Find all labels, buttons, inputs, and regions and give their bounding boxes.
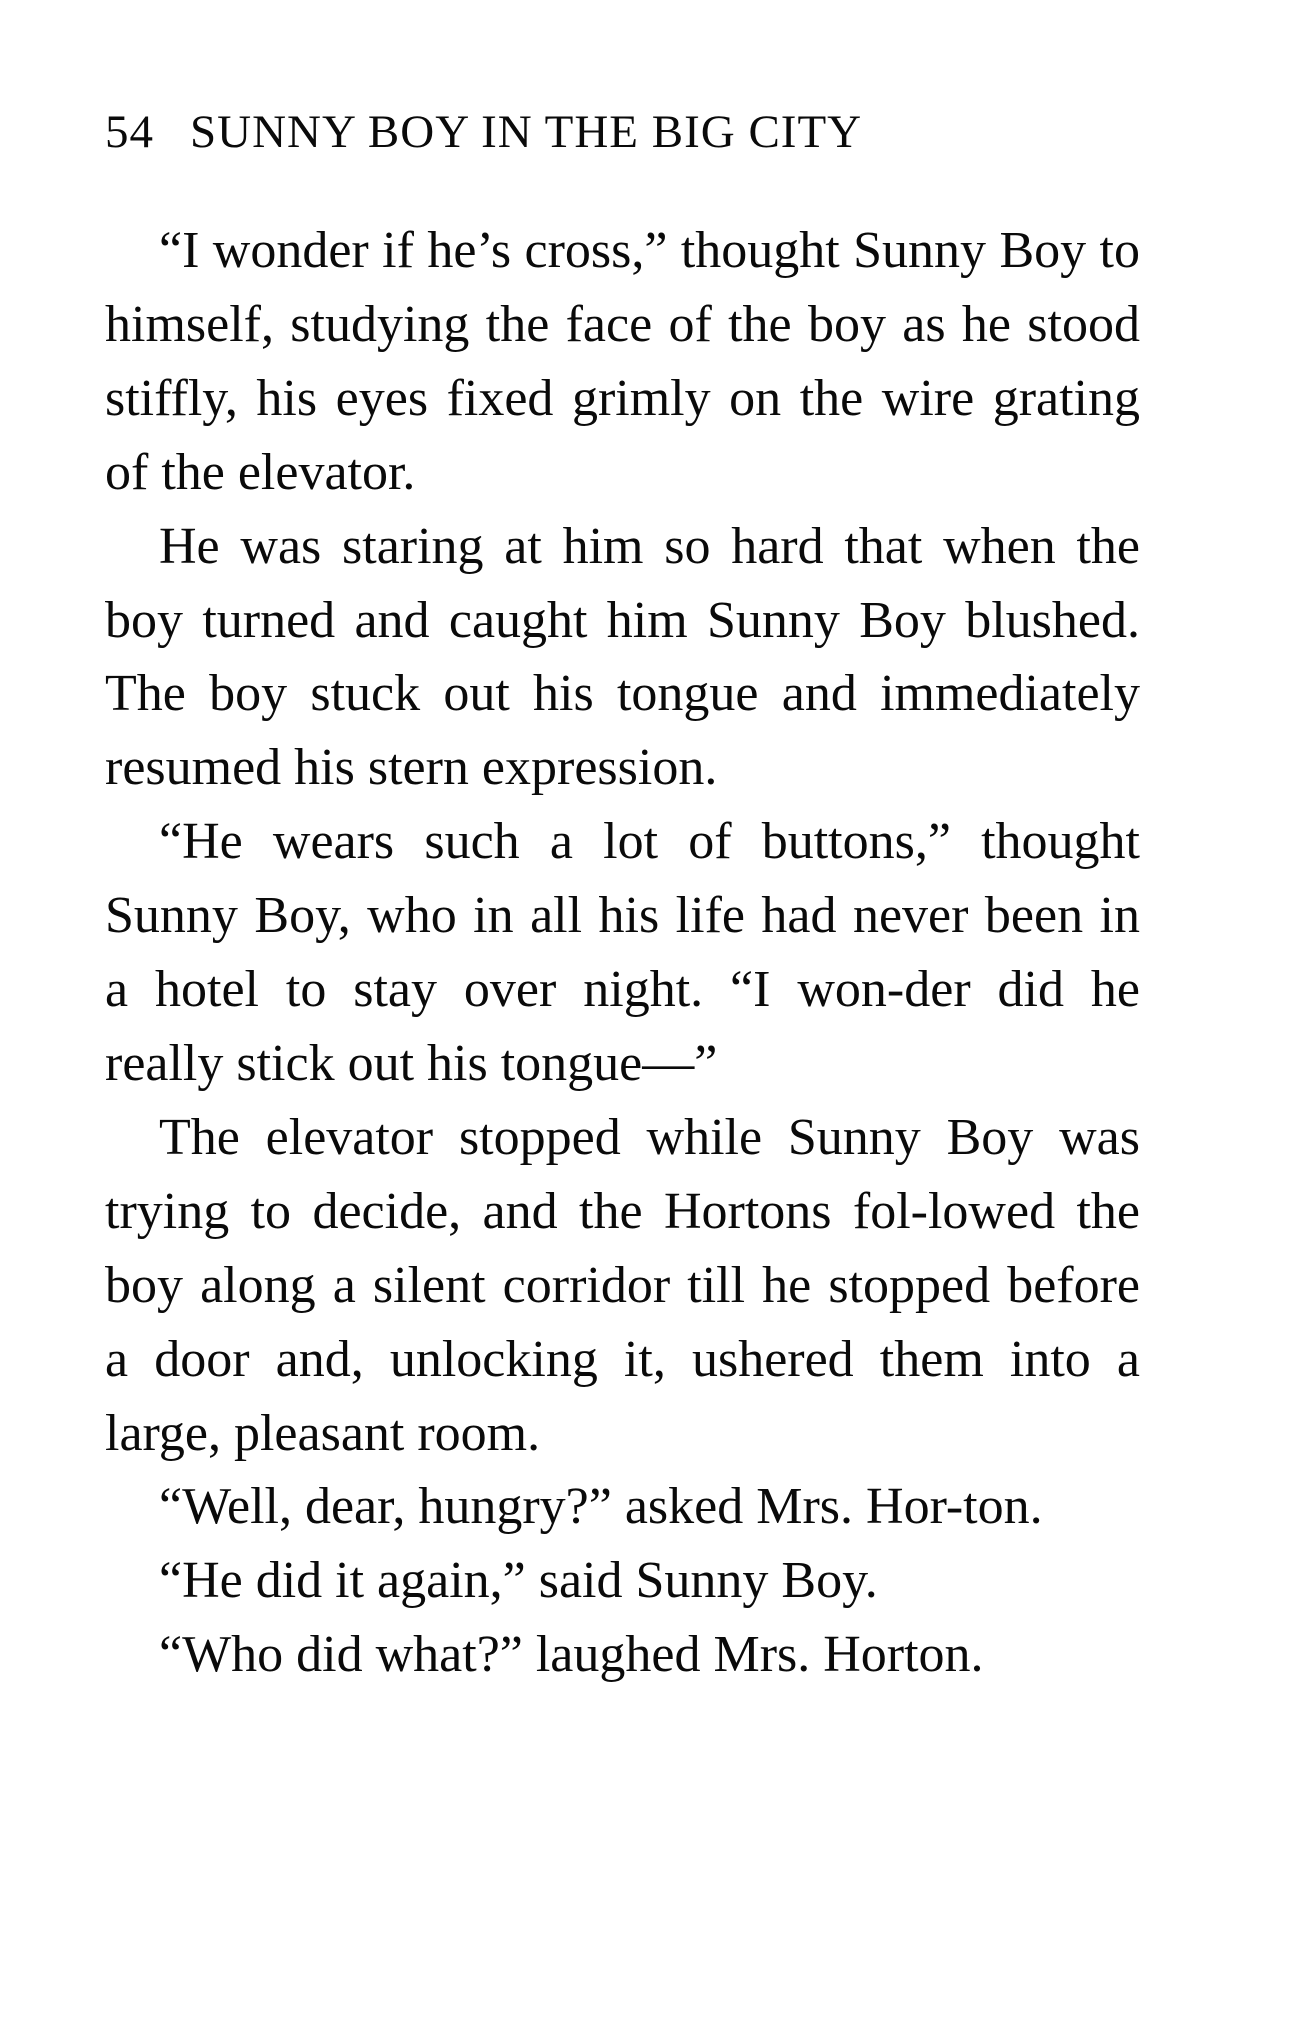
body-text [105, 214, 1140, 1692]
paragraph-2: He was staring at him so hard that when the boy turned and caught him Sunny Boy blushed. The boy stuck out his tongue and immediately resumed his stern expression. [105, 517, 1140, 797]
paragraph-5: “Well, dear, hungry?” asked Mrs. Hor-ton. [159, 1478, 1043, 1536]
paragraph-6: “He did it again,” said Sunny Boy. [159, 1552, 878, 1610]
paragraph-3: “He wears such a lot of buttons,” thought Sunny Boy, who in all his life had never been in a hotel to stay over night. “I won-der did he really stick out his tongue—” [105, 813, 1140, 1092]
paragraph-4: The elevator stopped while Sunny Boy was trying to decide, and the Hortons fol-lowed the boy along a silent corridor till he stopped before a door and, unlocking it, ushered them into a large, pleasant room. [105, 1108, 1140, 1462]
paragraph-7: “Who did what?” laughed Mrs. Horton. [159, 1626, 984, 1684]
running-head [105, 102, 1145, 162]
running-title: SUNNY BOY IN THE BIG CITY [190, 106, 863, 158]
page-number: 54 [105, 106, 154, 158]
paragraph-1: “I wonder if he’s cross,” thought Sunny Boy to himself, studying the face of the boy as he stood stiffly, his eyes fixed grimly on the wire grating of the elevator. [105, 222, 1140, 501]
